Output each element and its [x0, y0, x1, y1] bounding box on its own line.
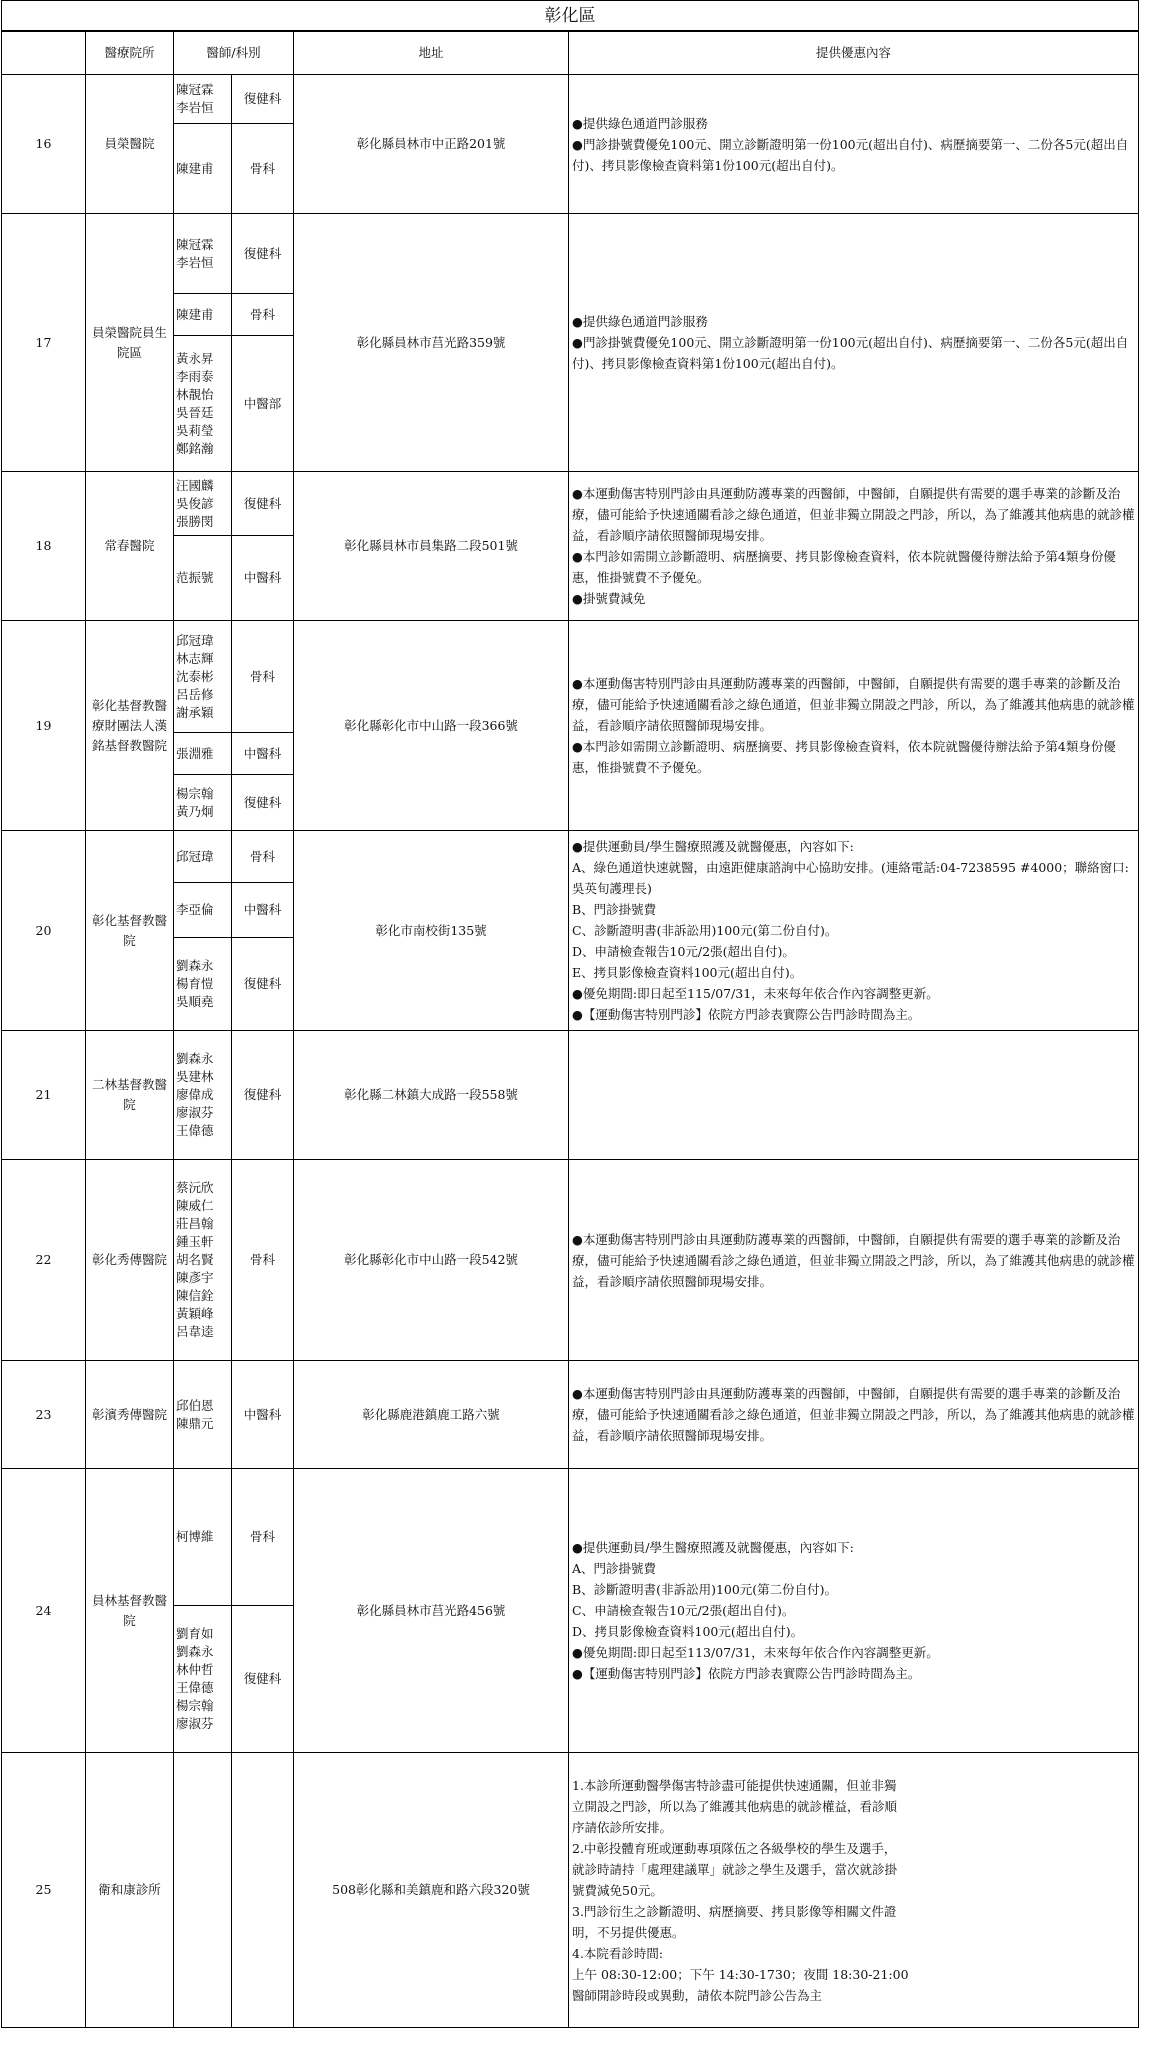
doctor-names: 劉森永 吳建林 廖偉成 廖淑芬 王偉德: [174, 1031, 232, 1160]
department: 骨科: [232, 831, 294, 883]
address: 彰化縣員林市員集路二段501號: [294, 472, 569, 621]
table-row: [2, 621, 1139, 733]
department: 復健科: [232, 472, 294, 536]
benefits: ●提供運動員/學生醫療照護及就醫優惠，內容如下: A、門診掛號費 B、診斷證明書(非訴訟用)100元(第二份自付)。 C、申請檢查報告10元/2張(超出自付)。 D、拷貝影像檢查資料100元(超出自付)。 ●優免期間:即日起至113/07/31，未來每年依合作內容調整更新。 ●【運動傷害特別門診】依院方門診表實際公告門診時間為主。: [569, 1469, 1139, 1753]
department: 復健科: [232, 75, 294, 124]
institution-name: 彰化基督教醫療財團法人漢銘基督教醫院: [86, 621, 174, 831]
doctor-names: 范振號: [174, 536, 232, 621]
doctor-names: 邱伯恩 陳鼎元: [174, 1361, 232, 1469]
doctor-names: 楊宗翰 黃乃炯: [174, 775, 232, 831]
benefits: ●提供綠色通道門診服務 ●門診掛號費優免100元、開立診斷證明第一份100元(超出自付)、病歷摘要第一、二份各5元(超出自付)、拷貝影像檢查資料第1份100元(超出自付)。: [569, 214, 1139, 472]
header-row: [2, 31, 1139, 75]
benefits: ●提供運動員/學生醫療照護及就醫優惠，內容如下: A、綠色通道快速就醫，由遠距健康諮詢中心協助安排。(連絡電話:04-7238595 #4000；聯絡窗口:吳英旬護理長) B、門診掛號費 C、診斷證明書(非訴訟用)100元(第二份自付)。 D、申請檢查報告10元/2張(超出自付)。 E、拷貝影像檢查資料100元(超出自付)。 ●優免期間:即日起至115/07/31，未來每年依合作內容調整更新。 ●【運動傷害特別門診】依院方門診表實際公告門診時間為主。: [569, 831, 1139, 1031]
institution-name: 彰化基督教醫院: [86, 831, 174, 1031]
address: 彰化縣彰化市中山路一段542號: [294, 1160, 569, 1361]
address: 彰化縣鹿港鎮鹿工路六號: [294, 1361, 569, 1469]
department: 中醫科: [232, 883, 294, 938]
doctor-names: 陳冠霖 李岩恒: [174, 214, 232, 294]
doctor-names: 李亞倫: [174, 883, 232, 938]
table-row: [2, 1160, 1139, 1361]
doctor-names: 邱冠瑋: [174, 831, 232, 883]
table-row: [2, 472, 1139, 536]
doctor-names: 汪國麟 吳俊諺 張勝閔: [174, 472, 232, 536]
institution-name: 二林基督教醫院: [86, 1031, 174, 1160]
department: 中醫科: [232, 536, 294, 621]
row-number: 18: [2, 472, 86, 621]
doctor-names: 陳建甫: [174, 294, 232, 336]
address: 彰化市南校街135號: [294, 831, 569, 1031]
region-title: 彰化區: [2, 1, 1139, 32]
row-number: 23: [2, 1361, 86, 1469]
table-row: [2, 831, 1139, 883]
clinic-table: [1, 0, 1139, 2028]
doctor-names: 劉森永 楊育愷 吳順堯: [174, 938, 232, 1031]
row-number: 25: [2, 1753, 86, 2028]
table-row: [2, 1469, 1139, 1606]
benefits: [569, 1031, 1139, 1160]
row-number: 17: [2, 214, 86, 472]
department: 復健科: [232, 775, 294, 831]
row-number: 16: [2, 75, 86, 214]
doctor-names: 柯博維: [174, 1469, 232, 1606]
benefits: ●本運動傷害特別門診由具運動防護專業的西醫師，中醫師，自願提供有需要的選手專業的診斷及治療，儘可能給予快速通關看診之綠色通道，但並非獨立開設之門診，所以，為了維護其他病患的就診權益，看診順序請依照醫師現場安排。 ●本門診如需開立診斷證明、病歷摘要、拷貝影像檢查資料，依本院就醫優待辦法給予第4類身份優惠，惟掛號費不予優免。: [569, 621, 1139, 831]
address: 508彰化縣和美鎮鹿和路六段320號: [294, 1753, 569, 2028]
institution-name: 員榮醫院: [86, 75, 174, 214]
doctor-names: 邱冠瑋 林志輝 沈泰彬 呂岳修 謝承穎: [174, 621, 232, 733]
row-number: 20: [2, 831, 86, 1031]
department: 骨科: [232, 1160, 294, 1361]
address: 彰化縣員林市莒光路456號: [294, 1469, 569, 1753]
benefits: ●本運動傷害特別門診由具運動防護專業的西醫師，中醫師，自願提供有需要的選手專業的診斷及治療，儘可能給予快速通關看診之綠色通道，但並非獨立開設之門診，所以，為了維護其他病患的就診權益，看診順序請依照醫師現場安排。: [569, 1361, 1139, 1469]
doctor-names: 蔡沅欣 陳威仁 莊昌翰 鍾玉軒 胡名賢 陳彥宇 陳信銓 黃穎峰 呂韋逵: [174, 1160, 232, 1361]
table-row: [2, 75, 1139, 124]
header-address: 地址: [294, 31, 569, 75]
institution-name: 衛和康診所: [86, 1753, 174, 2028]
institution-name: 彰濱秀傳醫院: [86, 1361, 174, 1469]
table-row: [2, 1753, 1139, 2028]
address: 彰化縣員林市莒光路359號: [294, 214, 569, 472]
table-row: [2, 214, 1139, 294]
department: 骨科: [232, 294, 294, 336]
department: 復健科: [232, 1606, 294, 1753]
department: 中醫部: [232, 336, 294, 472]
department: 復健科: [232, 1031, 294, 1160]
header-institution: 醫療院所: [86, 31, 174, 75]
doctor-names: 黃永昇 李雨泰 林靚怡 吳晉廷 吳莉瑩 鄭銘瀚: [174, 336, 232, 472]
row-number: 22: [2, 1160, 86, 1361]
row-number: 21: [2, 1031, 86, 1160]
institution-name: 員榮醫院員生院區: [86, 214, 174, 472]
doctor-names: 張淵雅: [174, 733, 232, 775]
doctor-names: 陳冠霖 李岩恒: [174, 75, 232, 124]
benefits: ●本運動傷害特別門診由具運動防護專業的西醫師，中醫師，自願提供有需要的選手專業的診斷及治療，儘可能給予快速通關看診之綠色通道，但並非獨立開設之門診，所以，為了維護其他病患的就診權益，看診順序請依照醫師現場安排。: [569, 1160, 1139, 1361]
department: 中醫科: [232, 1361, 294, 1469]
institution-name: 彰化秀傳醫院: [86, 1160, 174, 1361]
department: 復健科: [232, 938, 294, 1031]
department: [232, 1753, 294, 2028]
doctor-names: 劉育如 劉森永 林仲哲 王偉德 楊宗翰 廖淑芬: [174, 1606, 232, 1753]
department: 骨科: [232, 124, 294, 214]
header-doctor-dept: 醫師/科別: [174, 31, 294, 75]
doctor-names: [174, 1753, 232, 2028]
address: 彰化縣彰化市中山路一段366號: [294, 621, 569, 831]
address: 彰化縣二林鎮大成路一段558號: [294, 1031, 569, 1160]
department: 骨科: [232, 1469, 294, 1606]
table-row: [2, 1361, 1139, 1469]
institution-name: 員林基督教醫院: [86, 1469, 174, 1753]
row-number: 24: [2, 1469, 86, 1753]
benefits: ●本運動傷害特別門診由具運動防護專業的西醫師，中醫師，自願提供有需要的選手專業的診斷及治療，儘可能給予快速通關看診之綠色通道，但並非獨立開設之門診，所以，為了維護其他病患的就診權益，看診順序請依照醫師現場安排。 ●本門診如需開立診斷證明、病歷摘要、拷貝影像檢查資料，依本院就醫優待辦法給予第4類身份優惠，惟掛號費不予優免。 ●掛號費減免: [569, 472, 1139, 621]
row-number: 19: [2, 621, 86, 831]
institution-name: 常春醫院: [86, 472, 174, 621]
address: 彰化縣員林市中正路201號: [294, 75, 569, 214]
header-no: [2, 31, 86, 75]
department: 復健科: [232, 214, 294, 294]
table-row: [2, 1031, 1139, 1160]
department: 中醫科: [232, 733, 294, 775]
header-benefits: 提供優惠內容: [569, 31, 1139, 75]
benefits: ●提供綠色通道門診服務 ●門診掛號費優免100元、開立診斷證明第一份100元(超出自付)、病歷摘要第一、二份各5元(超出自付)、拷貝影像檢查資料第1份100元(超出自付)。: [569, 75, 1139, 214]
doctor-names: 陳建甫: [174, 124, 232, 214]
department: 骨科: [232, 621, 294, 733]
benefits: 1.本診所運動醫學傷害特診盡可能提供快速通關，但並非獨 立開設之門診，所以為了維護其他病患的就診權益，看診順 序請依診所安排。 2.中彰投體育班或運動專項隊伍之各級學校的學生及選手， 就診時請持「處理建議單」就診之學生及選手，當次就診掛 號費減免50元。 3.門診衍生之診斷證明、病歷摘要、拷貝影像等相關文件證 明，不另提供優惠。 4.本院看診時間: 上午 08:30-12:00；下午 14:30-1730；夜間 18:30-21:00 醫師開診時段或異動，請依本院門診公告為主: [569, 1753, 1139, 2028]
